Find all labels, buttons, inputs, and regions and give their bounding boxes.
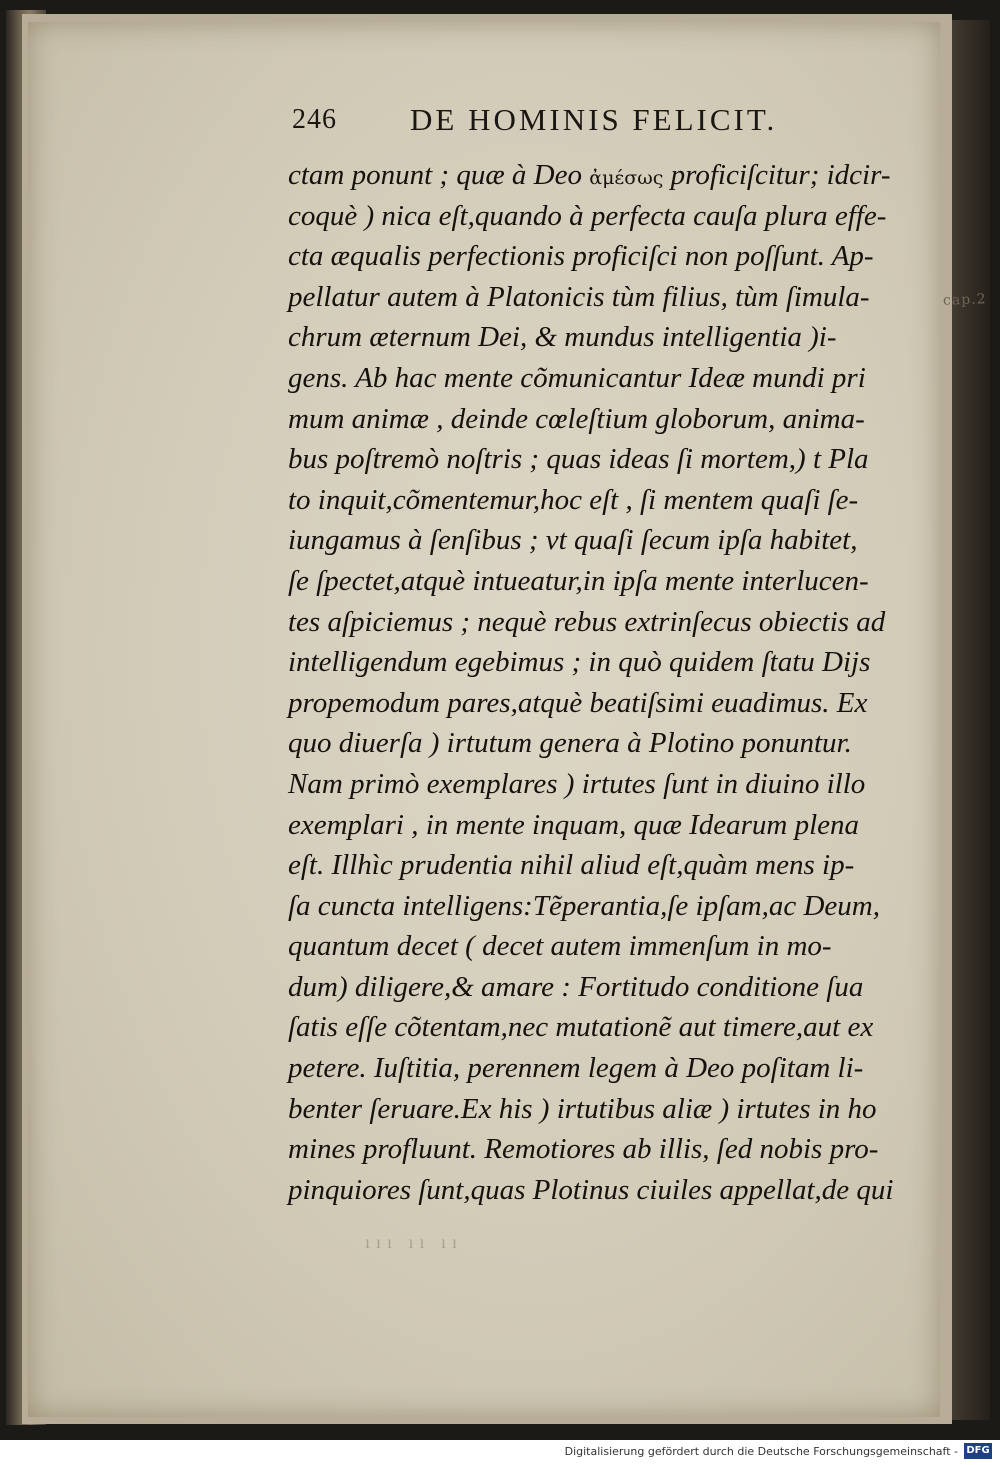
text-segment: to inquit,cõmentemur,hoc eſt , ſi mentem quaſi ſe- — [288, 483, 859, 516]
text-line — [288, 926, 928, 967]
running-head — [292, 98, 812, 142]
text-segment: iungamus à ſenſibus ; vt quaſi ſecum ipſa habitet, — [288, 524, 858, 557]
text-line — [288, 1129, 928, 1170]
text-segment: pinquiores ſunt,quas Plotinus ciuiles appellat,de qui — [288, 1173, 894, 1206]
text-line — [288, 723, 928, 764]
text-segment: eſt. Illhìc prudentia nihil aliud eſt,quàm mens ip- — [288, 849, 855, 882]
text-line — [288, 845, 928, 886]
show-through-text: ııı ıı ıı — [365, 1232, 464, 1252]
text-segment: petere. Iuſtitia, perennem legem à Deo poſitam li- — [288, 1052, 864, 1085]
dfg-logo-icon: DFG — [964, 1443, 992, 1459]
text-segment: Nam primò exemplares ) irtutes ſunt in diuino illo — [288, 767, 866, 800]
text-segment: intelligendum egebimus ; in quò quidem ſtatu Dijs — [288, 646, 871, 679]
funding-credit: Digitalisierung gefördert durch die Deutsche Forschungsgemeinschaft - — [564, 1445, 958, 1458]
text-line — [288, 764, 928, 805]
text-line — [288, 602, 928, 643]
body-text — [288, 155, 928, 1210]
text-line — [288, 967, 928, 1008]
text-line — [288, 520, 928, 561]
text-segment: exemplari , in mente inquam, quæ Idearum plena — [288, 808, 860, 841]
text-segment: pellatur autem à Platonicis tùm filius, tùm ſimula- — [288, 280, 870, 313]
text-line — [288, 1048, 928, 1089]
text-segment: dum) diligere,& amare : Fortitudo conditione ſua — [288, 970, 864, 1003]
text-line — [288, 480, 928, 521]
text-segment: gens. Ab hac mente cõmunicantur Ideæ mundi pri — [288, 361, 866, 394]
text-line — [288, 358, 928, 399]
text-line — [288, 642, 928, 683]
text-line — [288, 1007, 928, 1048]
text-segment: cta æqualis perfectionis proficiſci non poſſunt. Ap- — [288, 240, 874, 273]
text-segment: quantum decet ( decet autem immenſum in mo- — [288, 930, 832, 963]
text-segment: tes aſpiciemus ; nequè rebus extrinſecus obiectis ad — [288, 605, 886, 638]
text-segment: ſatis eſſe cõtentam,nec mutationẽ aut timere,aut ex — [288, 1011, 874, 1044]
text-line — [288, 155, 928, 196]
text-segment: proficiſcitur; idcir- — [663, 159, 891, 191]
text-line — [288, 399, 928, 440]
text-segment: ſa cuncta intelligens:Tẽperantia,ſe ipſam,ac Deum, — [288, 889, 880, 922]
text-line — [288, 439, 928, 480]
text-segment: benter ſeruare.Ex his ) irtutibus aliæ ) irtutes in ho — [288, 1092, 877, 1125]
text-line — [288, 1089, 928, 1130]
text-segment: mines profluunt. Remotiores ab illis, ſed nobis pro- — [288, 1133, 879, 1166]
text-segment: coquè ) nica eſt,quando à perfecta cauſa plura effe- — [288, 199, 887, 232]
text-segment: ſe ſpectet,atquè intueatur,in ipſa mente interlucen- — [288, 564, 869, 597]
digitization-footer — [0, 1440, 1000, 1465]
text-line — [288, 196, 928, 237]
text-line — [288, 277, 928, 318]
text-line — [288, 886, 928, 927]
text-segment: propemodum pares,atquè beatiſsimi euadimus. Ex — [288, 686, 868, 719]
text-segment: chrum æternum Dei, & mundus intelligentia )i- — [288, 321, 837, 354]
page-number: 246 — [292, 104, 337, 135]
text-line — [288, 236, 928, 277]
text-segment: mum animæ , deinde cœleſtium globorum, anima- — [288, 402, 865, 435]
text-line — [288, 317, 928, 358]
text-line — [288, 561, 928, 602]
text-segment: bus poſtremò noſtris ; quas ideas ſi mortem,) t Pla — [288, 443, 869, 476]
text-line — [288, 1170, 928, 1211]
margin-note: cap.2 — [942, 291, 987, 309]
text-segment: quo diuerſa ) irtutum genera à Plotino ponuntur. — [288, 727, 852, 760]
text-line — [288, 683, 928, 724]
greek-word: ἀμέσως — [589, 167, 664, 189]
text-line — [288, 805, 928, 846]
text-segment: ctam ponunt ; quæ à Deo — [288, 159, 590, 191]
running-title: DE HOMINIS FELICIT. — [410, 102, 778, 137]
